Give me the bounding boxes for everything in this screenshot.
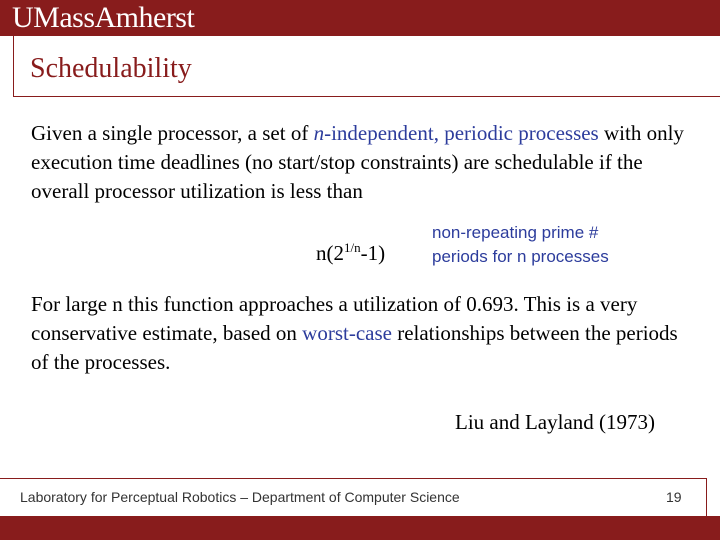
footer-bar	[0, 516, 720, 540]
formula-base: n(2	[316, 241, 344, 265]
paragraph1-highlight: -independent, periodic processes	[324, 121, 599, 145]
slide-title: Schedulability	[30, 53, 192, 84]
paragraph1-n-italic: n	[313, 121, 325, 145]
formula-tail: -1)	[360, 241, 386, 265]
header-bar	[0, 0, 720, 36]
paragraph1-text-b: with only execution time deadlines (no start/stop constraints) are schedulable if the overall processor utilization is less than	[31, 121, 684, 203]
annotation-line-2: periods for n processes	[432, 247, 609, 266]
annotation-line-1: non-repeating prime #	[432, 223, 599, 242]
paragraph2-text-b: relationships between the periods of the processes.	[31, 321, 678, 374]
formula-exponent: 1/n	[344, 240, 361, 255]
formula-annotation	[432, 221, 609, 269]
paragraph-utilization-bound	[31, 119, 691, 206]
page-number: 19	[666, 489, 682, 505]
paragraph2-text-a: For large n this function approaches a utilization of 0.693. This is a very conservative estimate, based on	[31, 292, 638, 345]
footer-department: Laboratory for Perceptual Robotics – Department of Computer Science	[20, 489, 460, 505]
paragraph2-highlight: worst-case	[302, 321, 392, 345]
paragraph1-text-a: Given a single processor, a set of	[31, 121, 314, 145]
paragraph-large-n	[31, 290, 691, 377]
utilization-formula	[316, 234, 385, 267]
citation: Liu and Layland (1973)	[455, 410, 656, 434]
umass-amherst-logo: UMassAmherst	[12, 1, 195, 34]
